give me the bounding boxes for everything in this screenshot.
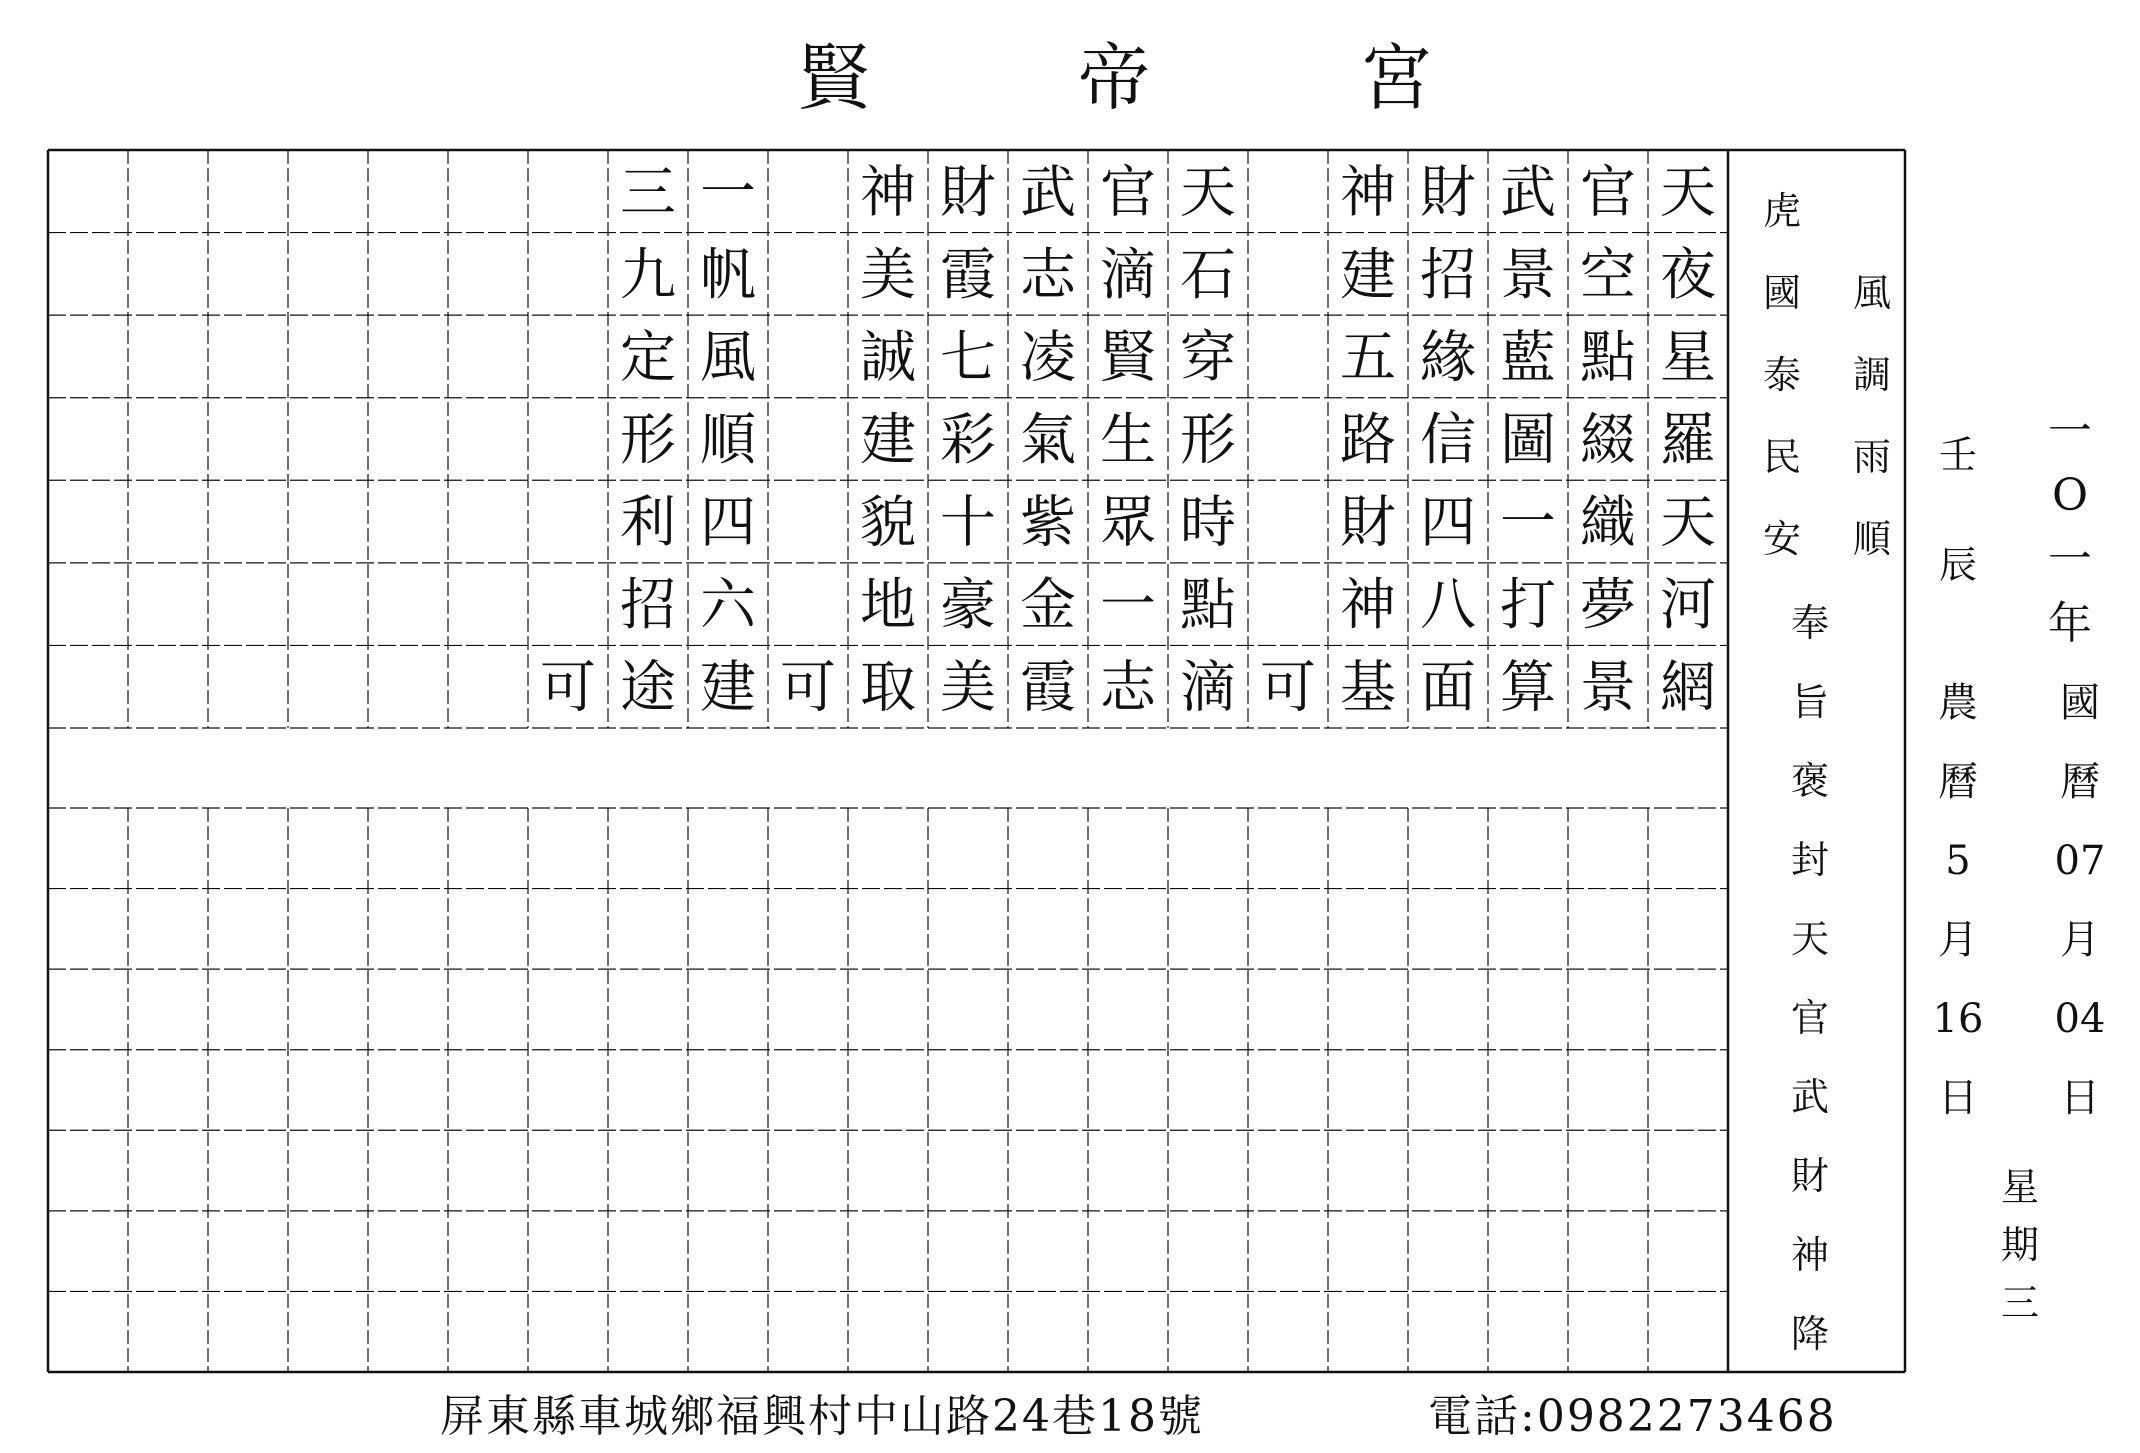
poem-char: 時 [1180, 490, 1236, 556]
poem-char: 緣 [1420, 325, 1476, 391]
attribution-char: 旨 [1790, 680, 1829, 724]
title-char-3: 宮 [1360, 36, 1433, 120]
poem-char: 順 [700, 408, 756, 473]
poem-char: 點 [1580, 325, 1636, 391]
blessing-char: 順 [1852, 517, 1891, 561]
national-year-char: O [2051, 470, 2089, 521]
poem-char: 三 [620, 160, 676, 226]
lunar-year [1928, 400, 1988, 620]
national-year-char: 年 [2048, 598, 2092, 649]
poem-char: 招 [620, 573, 676, 639]
lunar-date-char: 日 [1938, 1075, 1978, 1121]
attribution-char: 武 [1790, 1075, 1829, 1119]
poem-char: 石 [1180, 242, 1236, 308]
poem-char: 面 [1420, 655, 1476, 721]
poem-char: 穿 [1180, 325, 1236, 391]
poem-char: 神 [1340, 160, 1396, 226]
national-date-char: 曆 [2060, 759, 2100, 805]
attribution-char: 天 [1790, 917, 1829, 961]
poem-char: 風 [700, 325, 756, 391]
footer-phone: 電話:0982273468 [1428, 1391, 1837, 1442]
poem-char: 滴 [1100, 242, 1156, 308]
blessing-char: 調 [1852, 353, 1891, 397]
lunar-date [1918, 664, 1998, 1138]
lunar-date-char: 5 [1945, 838, 1971, 884]
poem-char: 羅 [1660, 408, 1716, 473]
poem-char: 夜 [1660, 242, 1716, 308]
blessing-char: 虎 [1762, 189, 1801, 233]
poem-char: 紫 [1020, 490, 1076, 556]
weekday-char: 期 [2000, 1223, 2039, 1267]
poem-char: 夢 [1580, 573, 1636, 639]
poem-char: 十 [940, 490, 996, 556]
poem-char: 生 [1100, 408, 1156, 473]
lunar-date-char: 16 [1932, 996, 1984, 1042]
blessing-char: 國 [1762, 271, 1801, 315]
footer-address: 屏東縣車城鄉福興村中山路24巷18號 [440, 1391, 1204, 1442]
blessing-col-2 [1842, 252, 1902, 580]
poem-char: 七 [940, 325, 996, 391]
poem-char: 貌 [860, 490, 916, 556]
poem-char: 武 [1020, 160, 1076, 226]
poem-char: 形 [1180, 408, 1236, 473]
poem-char: 金 [1020, 573, 1076, 639]
poem-char: 綴 [1580, 408, 1636, 473]
poem-char: 誠 [860, 325, 916, 391]
poem-char: 天 [1660, 160, 1716, 226]
poem-char: 帆 [700, 242, 756, 308]
blessing-char: 風 [1852, 271, 1891, 315]
poem-char: 霞 [940, 242, 996, 308]
poem-char: 官 [1580, 160, 1636, 226]
poem-char: 武 [1500, 160, 1556, 226]
poem-char: 志 [1100, 655, 1156, 721]
blessing-col-1 [1752, 170, 1812, 580]
attribution-char: 降 [1790, 1312, 1829, 1356]
poem-char: 定 [620, 325, 676, 391]
attribution-char: 封 [1790, 838, 1829, 882]
attribution-char: 褒 [1790, 759, 1829, 803]
poem-char: 招 [1420, 242, 1476, 308]
poem-char: 路 [1340, 408, 1396, 473]
poem-char: 美 [940, 655, 996, 721]
blessing-char: 民 [1762, 435, 1801, 479]
poem-char: 財 [1420, 160, 1476, 226]
poem-char: 打 [1500, 573, 1556, 639]
poem-char: 織 [1580, 490, 1636, 556]
blessing-char: 安 [1762, 517, 1801, 561]
poem-char: 霞 [1020, 655, 1076, 721]
poem-char: 氣 [1020, 408, 1076, 473]
poem-char: 建 [700, 655, 756, 721]
attribution-char: 財 [1790, 1154, 1829, 1198]
title-char-2: 帝 [1078, 36, 1151, 120]
poem-char: 財 [1340, 490, 1396, 556]
poem-char: 空 [1580, 242, 1636, 308]
poem-char: 美 [860, 242, 916, 308]
poem-char: 取 [860, 655, 916, 721]
poem-char: 豪 [940, 573, 996, 639]
poem-char: 九 [620, 242, 676, 308]
attribution-char: 神 [1790, 1233, 1829, 1277]
lunar-date-char: 農 [1938, 680, 1978, 726]
poem-char: 財 [940, 160, 996, 226]
poem-char: 一 [1100, 573, 1156, 639]
poem-char: 景 [1580, 655, 1636, 721]
national-year-char: 一 [2048, 534, 2092, 585]
poem-char: 建 [860, 408, 916, 473]
poem-char: 算 [1500, 655, 1556, 721]
poem-char: 信 [1420, 408, 1476, 473]
lunar-year-char: 辰 [1938, 543, 1977, 587]
blessing-char: 雨 [1852, 435, 1891, 479]
national-date-char: 國 [2060, 680, 2100, 726]
poem-char: 神 [860, 160, 916, 226]
national-date-char: 07 [2054, 838, 2106, 884]
blessing-attribution [1780, 584, 1840, 1374]
poem-char: 賢 [1100, 325, 1156, 391]
poem-char: 四 [700, 490, 756, 556]
national-year-char: 一 [2048, 406, 2092, 457]
poem-char: 官 [1100, 160, 1156, 226]
poem-char: 滴 [1180, 655, 1236, 721]
national-year [2040, 400, 2100, 656]
poem-char: 建 [1340, 242, 1396, 308]
poem-char: 藍 [1500, 325, 1556, 391]
lunar-year-char: 壬 [1938, 433, 1977, 477]
poem-char: 網 [1660, 655, 1716, 721]
weekday [1990, 1158, 2050, 1332]
title-char-1: 賢 [798, 36, 871, 120]
poem-char: 天 [1660, 490, 1716, 556]
poem-char: 基 [1340, 655, 1396, 721]
poem-char: 圖 [1500, 408, 1556, 473]
poem-char: 可 [780, 655, 836, 721]
blessing-char: 泰 [1762, 353, 1801, 397]
poem-char: 點 [1180, 573, 1236, 639]
poem-char: 眾 [1100, 490, 1156, 556]
lunar-date-char: 月 [1938, 917, 1978, 963]
lunar-date-char: 曆 [1938, 759, 1978, 805]
national-date-char: 日 [2060, 1075, 2100, 1121]
poem-char: 利 [620, 490, 676, 556]
poem-char: 五 [1340, 325, 1396, 391]
poem-char: 志 [1020, 242, 1076, 308]
attribution-char: 奉 [1790, 601, 1829, 645]
national-date-char: 04 [2054, 996, 2106, 1042]
poem-char: 八 [1420, 573, 1476, 639]
poem-char: 形 [620, 408, 676, 473]
weekday-char: 三 [2000, 1281, 2039, 1325]
poem-char: 途 [620, 655, 676, 721]
poem-char: 景 [1500, 242, 1556, 308]
poem-char: 凌 [1020, 325, 1076, 391]
poem-char: 地 [860, 573, 916, 639]
poem-char: 可 [540, 655, 596, 721]
poem-char: 一 [700, 160, 756, 226]
poem-char: 六 [700, 573, 756, 639]
poem-char: 河 [1660, 573, 1716, 639]
national-date [2040, 664, 2120, 1138]
poem-char: 四 [1420, 490, 1476, 556]
poem-char: 星 [1660, 325, 1716, 391]
national-date-char: 月 [2060, 917, 2100, 963]
attribution-char: 官 [1790, 996, 1829, 1040]
poem-char: 一 [1500, 490, 1556, 556]
poem-char: 天 [1180, 160, 1236, 226]
poem-char: 彩 [940, 408, 996, 473]
poem-char: 神 [1340, 573, 1396, 639]
poem-char: 可 [1260, 655, 1316, 721]
weekday-char: 星 [2000, 1165, 2039, 1209]
